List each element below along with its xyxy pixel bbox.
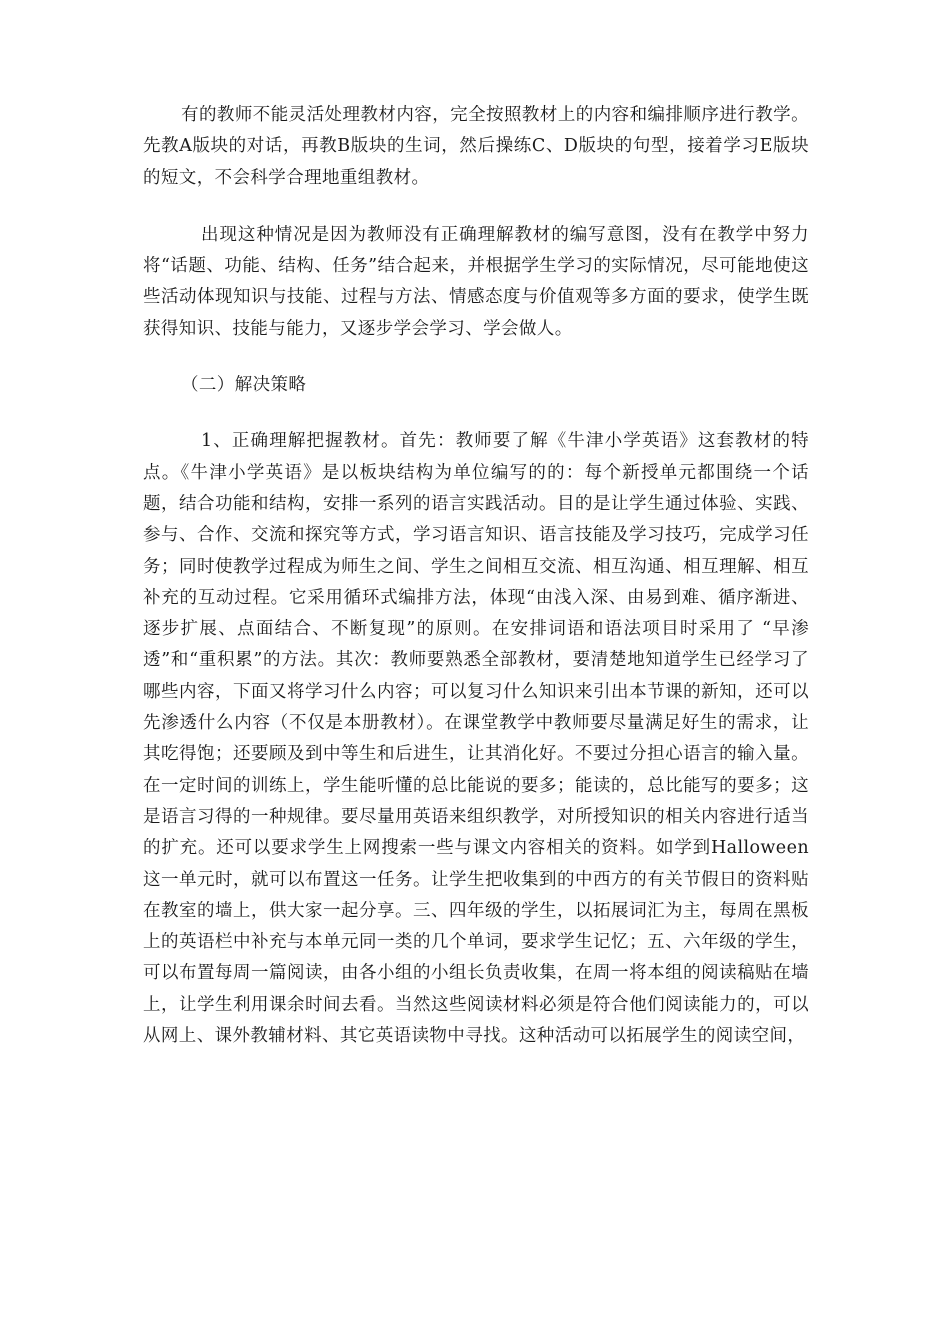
document-body [143, 100, 809, 1052]
section-heading: （二）解决策略 [181, 375, 307, 396]
paragraph-teaching-problem: 有的教师不能灵活处理教材内容，完全按照教材上的内容和编排顺序进行教学。先教A版块的对话，再教B版块的生词，然后操练C、D版块的句型，接着学习E版块的短文，不会科学合理地重组教材。 [143, 105, 809, 188]
paragraph-cause-analysis: 出现这种情况是因为教师没有正确理解教材的编写意图，没有在教学中努力将“话题、功能、结构、任务”结合起来，并根据学生学习的实际情况，尽可能地使这些活动体现知识与技能、过程与方法、情感态度与价值观等多方面的要求，使学生既获得知识、技能与能力，又逐步学会学习、学会做人。 [143, 224, 809, 339]
paragraph-strategy-1: 1、正确理解把握教材。首先：教师要了解《牛津小学英语》这套教材的特点。《牛津小学英语》是以板块结构为单位编写的的：每个新授单元都围绕一个话题，结合功能和结构，安排一系列的语言实践活动。目的是让学生通过体验、实践、参与、合作、交流和探究等方式，学习语言知识、语言技能及学习技巧，完成学习任务；同时使教学过程成为师生之间、学生之间相互交流、相互沟通、相互理解、相互补充的互动过程。它采用循环式编排方法，体现“由浅入深、由易到难、循序渐进、逐步扩展、点面结合、不断复现”的原则。在安排词语和语法项目时采用了 “早渗透”和“重积累”的方法。其次：教师要熟悉全部教材，要清楚地知道学生已经学习了哪些内容，下面又将学习什么内容；可以复习什么知识来引出本节课的新知，还可以先渗透什么内容（不仅是本册教材）。在课堂教学中教师要尽量满足好生的需求，让其吃得饱；还要顾及到中等生和后进生，让其消化好。不要过分担心语言的输入量。在一定时间的训练上，学生能听懂的总比能说的要多；能读的，总比能写的要多；这是语言习得的一种规律。要尽量用英语来组织教学，对所授知识的相关内容进行适当的扩充。还可以要求学生上网搜索一些与课文内容相关的资料。如学到Halloween这一单元时，就可以布置这一任务。让学生把收集到的中西方的有关节假日的资料贴在教室的墙上，供大家一起分享。三、四年级的学生，以拓展词汇为主，每周在黑板上的英语栏中补充与本单元同一类的几个单词，要求学生记忆；五、六年级的学生，可以布置每周一篇阅读，由各小组的小组长负责收集，在周一将本组的阅读稿贴在墙上，让学生利用课余时间去看。当然这些阅读材料必须是符合他们阅读能力的，可以从网上、课外教辅材料、其它英语读物中寻找。这种活动可以拓展学生的阅读空间， [143, 431, 809, 1047]
